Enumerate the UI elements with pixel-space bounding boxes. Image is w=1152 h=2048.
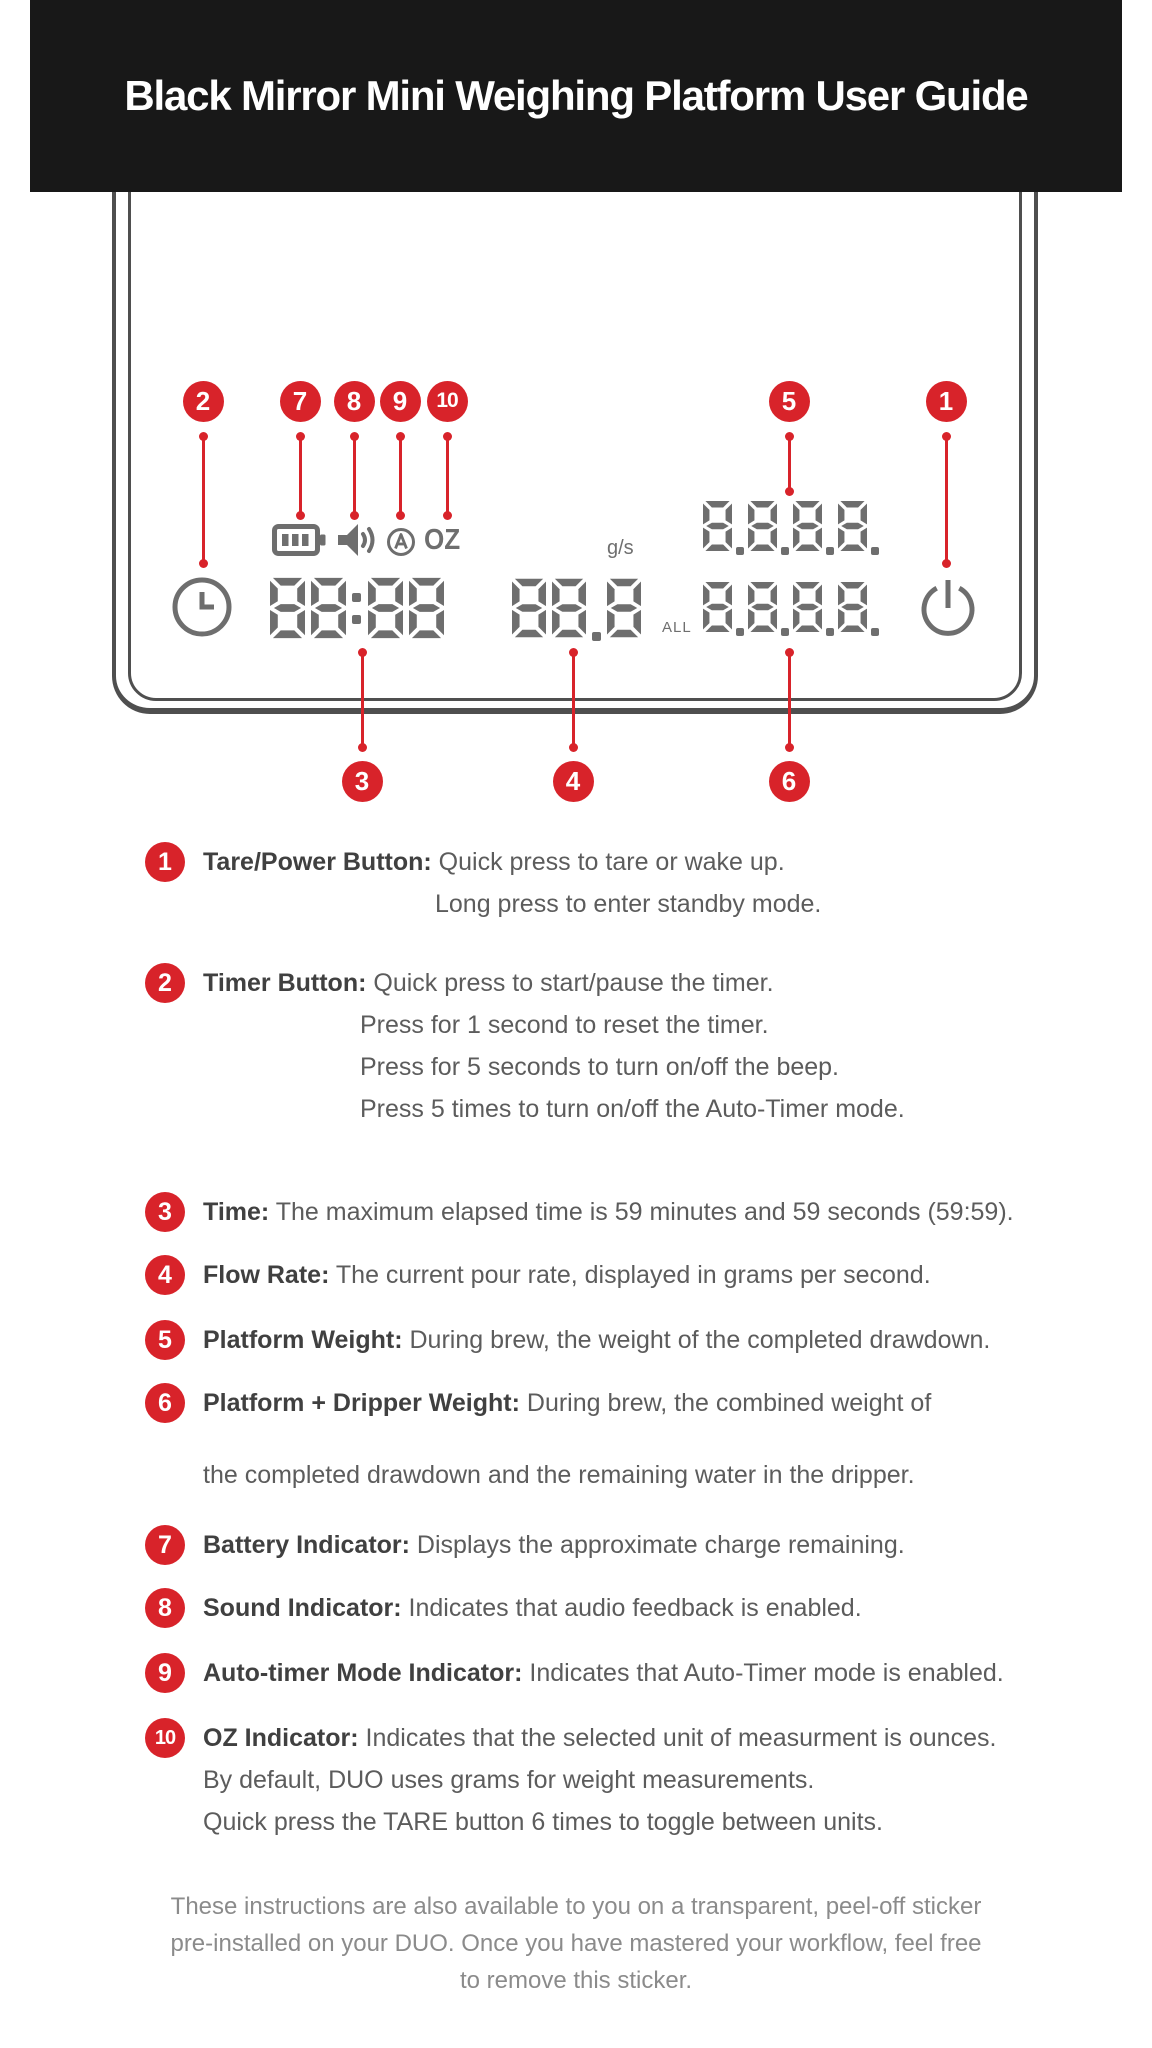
callout-badge-7: 7 [280,381,321,422]
item-line: Flow Rate: The current pour rate, displayed in grams per second. [203,1261,931,1289]
item-line: Sound Indicator: Indicates that audio feedback is enabled. [203,1594,862,1622]
item-label: Tare/Power Button: [203,848,432,876]
segment-decimal-dot [736,547,744,555]
timer-display [270,577,444,639]
segment-decimal-dot [871,547,879,555]
callout-line [353,436,356,516]
callout-badge-1: 1 [926,381,967,422]
item-label: Platform Weight: [203,1326,403,1354]
item-label: Battery Indicator: [203,1531,410,1559]
clock-icon [170,575,234,639]
item-text [203,1524,1123,1566]
callout-line [788,652,791,748]
item-line: Press for 5 seconds to turn on/off the beep. [360,1053,840,1081]
power-icon [917,576,979,638]
instruction-item-1 [0,841,1152,925]
instruction-item-5 [0,1319,1152,1361]
item-line: Tare/Power Button: Quick press to tare or wake up. [203,848,785,876]
segment-decimal-dot [592,632,601,641]
item-line: Platform Weight: During brew, the weight of the completed drawdown. [203,1326,991,1354]
instruction-item-9 [0,1652,1152,1694]
item-number-badge: 9 [145,1653,185,1693]
instruction-item-8 [0,1587,1152,1629]
item-label: Auto-timer Mode Indicator: [203,1659,523,1687]
item-number-badge: 7 [145,1525,185,1565]
item-line: the completed drawdown and the remaining water in the dripper. [203,1461,915,1489]
item-number-badge: 6 [145,1383,185,1423]
item-label: OZ Indicator: [203,1724,359,1752]
item-text [203,841,1123,925]
item-text [203,1254,1123,1296]
segment-decimal-dot [826,628,834,636]
seven-segment-digit [793,580,822,634]
item-line: By default, DUO uses grams for weight measurements. [203,1766,815,1794]
seven-segment-digit [838,499,867,553]
callout-line [299,436,302,516]
item-text [203,1382,1123,1496]
callout-badge-3: 3 [342,761,383,802]
platform-weight-display [703,499,879,553]
instruction-item-10 [0,1717,1152,1843]
speaker-icon [337,522,377,558]
item-label: Timer Button: [203,969,367,997]
item-number-badge: 1 [145,842,185,882]
callout-line [202,436,205,564]
item-text [203,1652,1123,1694]
item-text [203,962,1123,1130]
item-number-badge: 4 [145,1255,185,1295]
callout-badge-9: 9 [380,381,421,422]
item-line: Press for 1 second to reset the timer. [360,1011,769,1039]
item-number-badge: 2 [145,963,185,1003]
seven-segment-digit [793,499,822,553]
item-text [203,1717,1123,1843]
seven-segment-digit [748,499,777,553]
segment-decimal-dot [781,628,789,636]
item-line: OZ Indicator: Indicates that the selected unit of measurment is ounces. [203,1724,997,1752]
footer-line: to remove this sticker. [459,1967,693,1994]
callout-line [945,436,948,564]
callout-badge-8: 8 [334,381,375,422]
item-line: Auto-timer Mode Indicator: Indicates that Auto-Timer mode is enabled. [203,1659,1004,1687]
callout-badge-10: 10 [427,381,468,422]
callout-line [572,652,575,748]
seven-segment-digit [311,577,346,639]
item-label: Sound Indicator: [203,1594,402,1622]
footer-line: These instructions are also available to you on a transparent, peel-off sticker [170,1893,982,1920]
seven-segment-digit [270,577,305,639]
item-line: Press 5 times to turn on/off the Auto-Timer mode. [360,1095,905,1123]
item-label: Platform + Dripper Weight: [203,1389,520,1417]
item-line: Long press to enter standby mode. [435,890,822,918]
item-label: Flow Rate: [203,1261,330,1289]
item-number-badge: 10 [145,1718,185,1758]
callout-badge-5: 5 [769,381,810,422]
item-line: Quick press the TARE button 6 times to toggle between units. [203,1808,883,1836]
total-weight-display [703,580,879,634]
seven-segment-digit [838,580,867,634]
callout-badge-2: 2 [183,381,224,422]
page-title: Black Mirror Mini Weighing Platform User Guide [124,72,1028,119]
seven-segment-digit [607,577,641,639]
oz-indicator-label: OZ [424,524,461,556]
callout-line [361,652,364,748]
item-label: Time: [203,1198,270,1226]
callout-badge-6: 6 [769,761,810,802]
instruction-item-7 [0,1524,1152,1566]
all-label: ALL [662,619,692,636]
segment-decimal-dot [826,547,834,555]
callout-line [399,436,402,516]
item-text [203,1191,1123,1233]
item-line: Timer Button: Quick press to start/pause the timer. [203,969,774,997]
seven-segment-digit [703,580,732,634]
callout-line [446,436,449,516]
item-text [203,1587,1123,1629]
header-bar [30,0,1122,192]
flow-rate-display [512,577,641,639]
auto-timer-icon [386,527,416,557]
seven-segment-digit [409,577,444,639]
instruction-item-6 [0,1382,1152,1496]
seven-segment-digit [748,580,777,634]
instruction-item-4 [0,1254,1152,1296]
callout-line [788,436,791,492]
item-line: Time: The maximum elapsed time is 59 minutes and 59 seconds (59:59). [203,1198,1014,1226]
item-line: Battery Indicator: Displays the approximate charge remaining. [203,1531,905,1559]
segment-decimal-dot [736,628,744,636]
flow-unit-label: g/s [607,537,634,559]
seven-segment-digit [552,577,586,639]
segment-decimal-dot [871,628,879,636]
seven-segment-digit [368,577,403,639]
seven-segment-digit [512,577,546,639]
item-line: Platform + Dripper Weight: During brew, the combined weight of [203,1389,932,1417]
item-number-badge: 3 [145,1192,185,1232]
segment-decimal-dot [781,547,789,555]
segment-colon [352,577,362,639]
item-number-badge: 8 [145,1588,185,1628]
footer-note [0,1888,1152,1999]
instruction-item-3 [0,1191,1152,1233]
seven-segment-digit [703,499,732,553]
callout-badge-4: 4 [553,761,594,802]
instruction-item-2 [0,962,1152,1130]
footer-line: pre-installed on your DUO. Once you have mastered your workflow, feel free [170,1930,982,1957]
battery-icon [272,524,326,556]
item-text [203,1319,1123,1361]
item-number-badge: 5 [145,1320,185,1360]
